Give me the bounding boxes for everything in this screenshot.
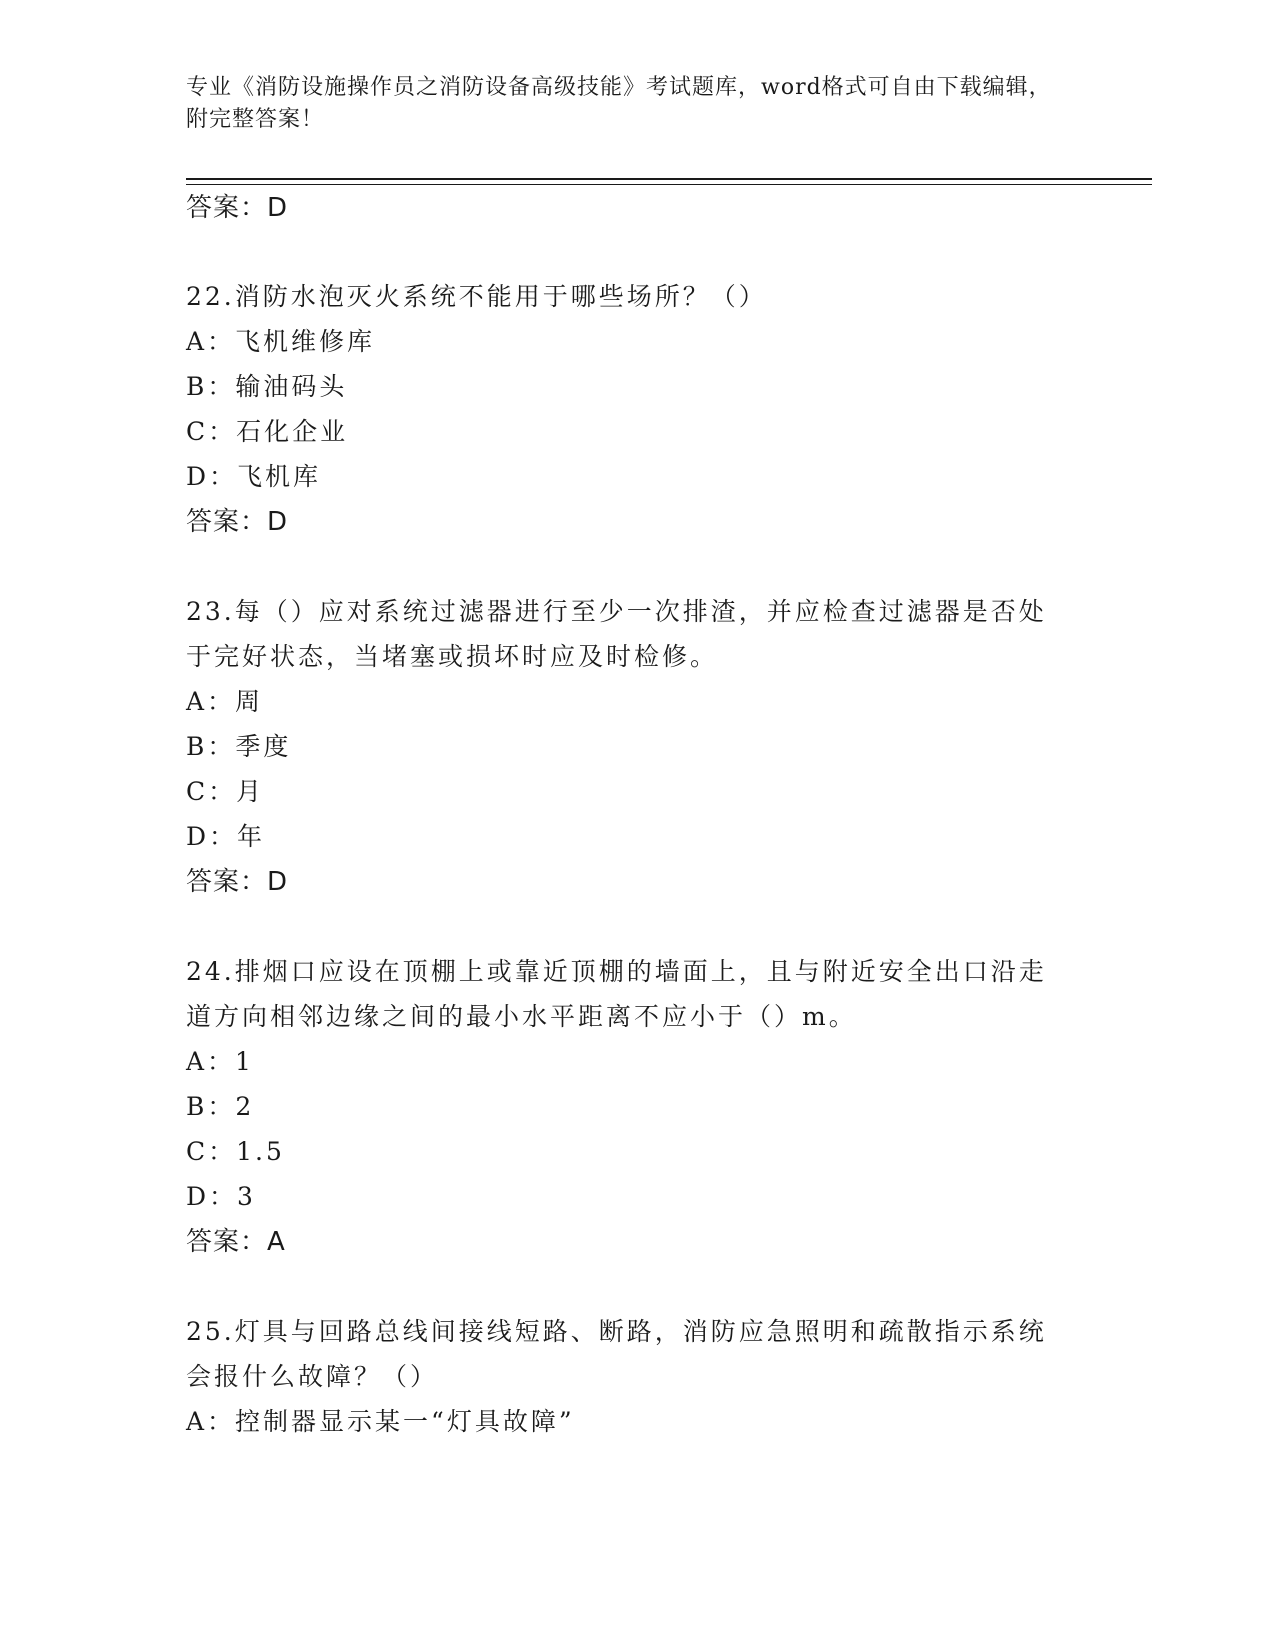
question-24-option-b: B：2 — [186, 1092, 255, 1121]
question-25-option-a: A：控制器显示某一“灯具故障” — [186, 1407, 575, 1436]
question-22-option-a: A：飞机维修库 — [186, 327, 376, 356]
question-23-option-d: D：年 — [186, 822, 266, 851]
question-24-option-c: C：1.5 — [186, 1137, 285, 1166]
question-24-text-line-1: 24.排烟口应设在顶棚上或靠近顶棚的墙面上，且与附近安全出口沿走 — [186, 957, 1047, 986]
question-22-option-c: C：石化企业 — [186, 417, 349, 446]
document-header: 专业《消防设施操作员之消防设备高级技能》考试题库，word格式可自由下载编辑，附完整答案！ — [186, 75, 1052, 132]
question-23-option-b: B：季度 — [186, 732, 292, 761]
header-divider-thin — [186, 184, 1152, 185]
question-22-option-d: D：飞机库 — [186, 462, 322, 491]
question-24-option-d: D：3 — [186, 1182, 256, 1211]
question-22-answer: 答案：D — [186, 507, 289, 537]
question-25-text-line-2: 会报什么故障？（） — [186, 1362, 439, 1391]
question-24-text-line-2: 道方向相邻边缘之间的最小水平距离不应小于（）m。 — [186, 1002, 857, 1031]
header-divider — [186, 178, 1152, 180]
question-23-text-line-2: 于完好状态，当堵塞或损坏时应及时检修。 — [186, 642, 719, 671]
question-23-answer: 答案：D — [186, 867, 289, 897]
question-25-text-line-1: 25.灯具与回路总线间接线短路、断路，消防应急照明和疏散指示系统 — [186, 1317, 1047, 1346]
question-24-option-a: A：1 — [186, 1047, 254, 1076]
question-24-answer: 答案：A — [186, 1227, 286, 1257]
question-22-text: 22.消防水泡灭火系统不能用于哪些场所？（） — [186, 282, 767, 311]
question-22-option-b: B：输油码头 — [186, 372, 348, 401]
question-23-option-a: A：周 — [186, 687, 264, 716]
answer-line: 答案：D — [186, 193, 289, 223]
question-23-option-c: C：月 — [186, 777, 265, 806]
question-23-text-line-1: 23.每（）应对系统过滤器进行至少一次排渣，并应检查过滤器是否处 — [186, 597, 1047, 626]
